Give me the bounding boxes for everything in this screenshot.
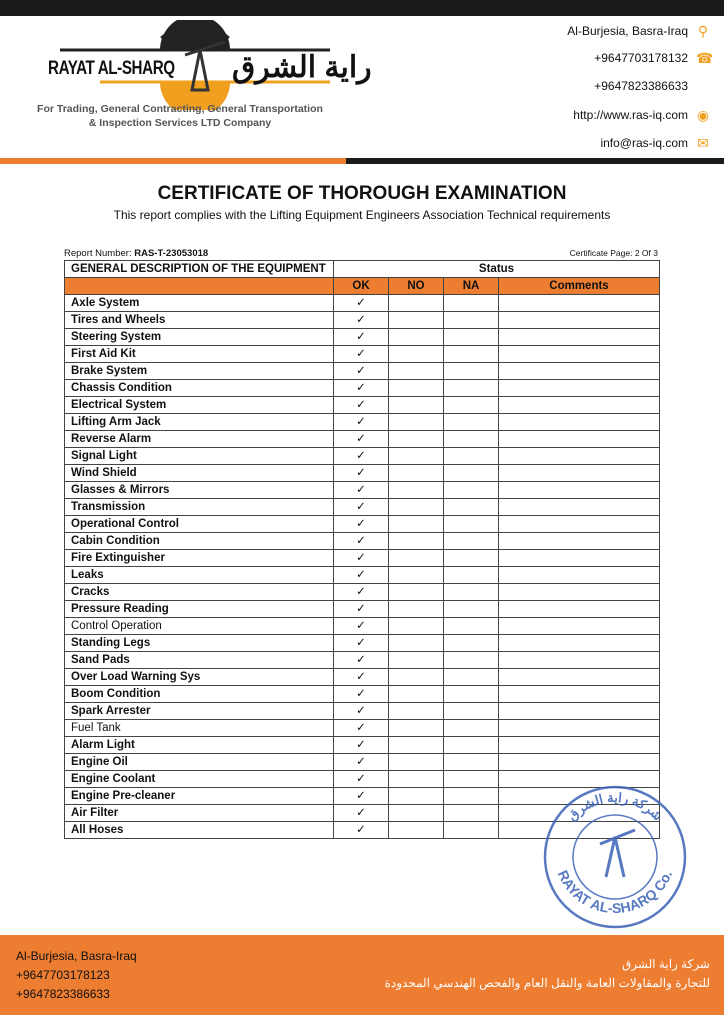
ok-cell: ✓ <box>334 499 389 516</box>
no-cell <box>389 788 444 805</box>
phone-icon: ☎ <box>696 50 714 66</box>
comments-cell <box>499 601 660 618</box>
na-cell <box>444 312 499 329</box>
item-name: Engine Coolant <box>65 771 334 788</box>
na-cell <box>444 465 499 482</box>
comments-cell <box>499 346 660 363</box>
item-name: Fuel Tank <box>65 720 334 737</box>
no-cell <box>389 618 444 635</box>
ok-cell: ✓ <box>334 312 389 329</box>
no-cell <box>389 329 444 346</box>
na-cell <box>444 380 499 397</box>
ok-cell: ✓ <box>334 754 389 771</box>
no-cell <box>389 414 444 431</box>
inspection-table <box>64 260 660 839</box>
na-cell <box>444 618 499 635</box>
na-cell <box>444 822 499 839</box>
comments-cell <box>499 431 660 448</box>
na-cell <box>444 669 499 686</box>
no-cell <box>389 448 444 465</box>
spacer <box>696 79 710 93</box>
ok-cell: ✓ <box>334 448 389 465</box>
table-row <box>65 516 660 533</box>
no-cell <box>389 295 444 312</box>
no-cell <box>389 346 444 363</box>
table-row <box>65 686 660 703</box>
item-name: Spark Arrester <box>65 703 334 720</box>
ok-cell: ✓ <box>334 397 389 414</box>
header-address <box>410 24 710 38</box>
na-cell <box>444 533 499 550</box>
report-number <box>64 248 208 259</box>
na-cell <box>444 805 499 822</box>
item-name: Lifting Arm Jack <box>65 414 334 431</box>
comments-cell <box>499 737 660 754</box>
na-cell <box>444 652 499 669</box>
ok-cell: ✓ <box>334 431 389 448</box>
header-email <box>410 136 710 150</box>
no-cell <box>389 465 444 482</box>
footer-arabic-desc: للتجارة والمقاولات العامة والنقل العام والفحص الهندسي المحدودة <box>384 976 710 990</box>
ok-cell: ✓ <box>334 822 389 839</box>
footer-address: Al-Burjesia, Basra-Iraq <box>16 949 137 963</box>
na-cell <box>444 550 499 567</box>
table-row <box>65 567 660 584</box>
comments-cell <box>499 652 660 669</box>
globe-icon: ◉ <box>696 107 710 123</box>
item-name: Signal Light <box>65 448 334 465</box>
item-name: Fire Extinguisher <box>65 550 334 567</box>
na-cell <box>444 499 499 516</box>
company-stamp <box>540 782 690 932</box>
ok-cell: ✓ <box>334 516 389 533</box>
ok-cell: ✓ <box>334 329 389 346</box>
table-row <box>65 703 660 720</box>
no-cell <box>389 822 444 839</box>
stamp-text-ar: شركة راية الشرق <box>564 789 666 824</box>
item-name: Engine Pre-cleaner <box>65 788 334 805</box>
na-cell <box>444 567 499 584</box>
no-cell <box>389 312 444 329</box>
table-row <box>65 448 660 465</box>
item-name: Wind Shield <box>65 465 334 482</box>
no-cell <box>389 686 444 703</box>
table-row <box>65 601 660 618</box>
tagline-line-1: For Trading, General Contracting, General Transportation <box>37 103 323 115</box>
na-cell <box>444 584 499 601</box>
na-cell <box>444 703 499 720</box>
item-name: Steering System <box>65 329 334 346</box>
ok-cell: ✓ <box>334 737 389 754</box>
comments-cell <box>499 584 660 601</box>
divider-orange <box>0 158 346 164</box>
na-cell <box>444 516 499 533</box>
no-cell <box>389 482 444 499</box>
no-cell <box>389 567 444 584</box>
table-row <box>65 431 660 448</box>
comments-cell <box>499 703 660 720</box>
item-name: Electrical System <box>65 397 334 414</box>
ok-cell: ✓ <box>334 720 389 737</box>
equipment-header: GENERAL DESCRIPTION OF THE EQUIPMENT <box>65 261 334 278</box>
na-cell <box>444 482 499 499</box>
table-row <box>65 499 660 516</box>
na-cell <box>444 329 499 346</box>
item-name: Pressure Reading <box>65 601 334 618</box>
ok-cell: ✓ <box>334 465 389 482</box>
header-phone-2 <box>410 79 710 93</box>
comments-cell <box>499 380 660 397</box>
no-cell <box>389 363 444 380</box>
ok-cell: ✓ <box>334 380 389 397</box>
no-cell <box>389 754 444 771</box>
no-cell <box>389 703 444 720</box>
no-cell <box>389 720 444 737</box>
item-name: First Aid Kit <box>65 346 334 363</box>
blank-cell <box>65 278 334 295</box>
na-cell <box>444 448 499 465</box>
item-name: Standing Legs <box>65 635 334 652</box>
phone-text: +9647703178132 <box>594 51 688 65</box>
location-pin-icon: ⚲ <box>697 23 709 39</box>
footer <box>0 935 724 1015</box>
item-name: Chassis Condition <box>65 380 334 397</box>
na-cell <box>444 737 499 754</box>
item-name: Sand Pads <box>65 652 334 669</box>
comments-cell <box>499 499 660 516</box>
comments-cell <box>499 754 660 771</box>
col-na: NA <box>444 278 499 295</box>
na-cell <box>444 771 499 788</box>
table-row <box>65 295 660 312</box>
logo-text-en: RAYAT AL-SHARQ <box>48 58 175 79</box>
table-row <box>65 380 660 397</box>
ok-cell: ✓ <box>334 703 389 720</box>
na-cell <box>444 686 499 703</box>
no-cell <box>389 499 444 516</box>
no-cell <box>389 771 444 788</box>
na-cell <box>444 346 499 363</box>
table-row <box>65 533 660 550</box>
no-cell <box>389 431 444 448</box>
col-ok: OK <box>334 278 389 295</box>
col-comments: Comments <box>499 278 660 295</box>
item-name: Axle System <box>65 295 334 312</box>
no-cell <box>389 584 444 601</box>
item-name: Tires and Wheels <box>65 312 334 329</box>
table-row <box>65 618 660 635</box>
table-row <box>65 720 660 737</box>
website-link[interactable]: http://www.ras-iq.com <box>573 108 688 122</box>
header-phone-1 <box>410 50 714 66</box>
ok-cell: ✓ <box>334 482 389 499</box>
certificate-page: Certificate Page: 2 Of 3 <box>569 248 658 258</box>
no-cell <box>389 380 444 397</box>
item-name: Engine Oil <box>65 754 334 771</box>
item-name: Alarm Light <box>65 737 334 754</box>
comments-cell <box>499 295 660 312</box>
ok-cell: ✓ <box>334 567 389 584</box>
item-name: Leaks <box>65 567 334 584</box>
item-name: Glasses & Mirrors <box>65 482 334 499</box>
comments-cell <box>499 635 660 652</box>
na-cell <box>444 754 499 771</box>
na-cell <box>444 397 499 414</box>
item-name: Transmission <box>65 499 334 516</box>
footer-arabic-name: شركة راية الشرق <box>621 957 710 971</box>
no-cell <box>389 516 444 533</box>
no-cell <box>389 652 444 669</box>
item-name: All Hoses <box>65 822 334 839</box>
document-title: CERTIFICATE OF THOROUGH EXAMINATION <box>157 183 567 204</box>
ok-cell: ✓ <box>334 686 389 703</box>
comments-cell <box>499 516 660 533</box>
no-cell <box>389 805 444 822</box>
comments-cell <box>499 329 660 346</box>
no-cell <box>389 635 444 652</box>
col-no: NO <box>389 278 444 295</box>
svg-text:شركة راية الشرق <box>564 790 665 824</box>
ok-cell: ✓ <box>334 346 389 363</box>
ok-cell: ✓ <box>334 363 389 380</box>
na-cell <box>444 414 499 431</box>
table-row <box>65 482 660 499</box>
tagline-line-2: & Inspection Services LTD Company <box>88 117 272 129</box>
footer-phone-1: +9647703178123 <box>16 968 110 982</box>
comments-cell <box>499 465 660 482</box>
item-name: Boom Condition <box>65 686 334 703</box>
divider-dark <box>346 158 724 164</box>
table-row <box>65 550 660 567</box>
comments-cell <box>499 720 660 737</box>
svg-text:RAYAT AL-SHARQ Co. <box>555 868 675 917</box>
ok-cell: ✓ <box>334 550 389 567</box>
comments-cell <box>499 550 660 567</box>
ok-cell: ✓ <box>334 295 389 312</box>
table-row <box>65 652 660 669</box>
ok-cell: ✓ <box>334 601 389 618</box>
item-name: Over Load Warning Sys <box>65 669 334 686</box>
no-cell <box>389 737 444 754</box>
report-number-label: Report Number: <box>64 248 135 259</box>
email-link[interactable]: info@ras-iq.com <box>600 136 688 150</box>
na-cell <box>444 431 499 448</box>
na-cell <box>444 295 499 312</box>
comments-cell <box>499 397 660 414</box>
no-cell <box>389 601 444 618</box>
table-row <box>65 397 660 414</box>
ok-cell: ✓ <box>334 652 389 669</box>
comments-cell <box>499 533 660 550</box>
item-name: Reverse Alarm <box>65 431 334 448</box>
table-row <box>65 737 660 754</box>
na-cell <box>444 363 499 380</box>
ok-cell: ✓ <box>334 533 389 550</box>
phone-text: +9647823386633 <box>594 79 688 93</box>
comments-cell <box>499 669 660 686</box>
table-row <box>65 312 660 329</box>
table-row <box>65 584 660 601</box>
comments-cell <box>499 567 660 584</box>
item-name: Cracks <box>65 584 334 601</box>
status-header: Status <box>334 261 660 278</box>
comments-cell <box>499 312 660 329</box>
table-row <box>65 414 660 431</box>
comments-cell <box>499 482 660 499</box>
ok-cell: ✓ <box>334 771 389 788</box>
comments-cell <box>499 618 660 635</box>
ok-cell: ✓ <box>334 584 389 601</box>
item-name: Air Filter <box>65 805 334 822</box>
na-cell <box>444 788 499 805</box>
no-cell <box>389 533 444 550</box>
ok-cell: ✓ <box>334 414 389 431</box>
footer-phone-2: +9647823386633 <box>16 987 110 1001</box>
na-cell <box>444 601 499 618</box>
stamp-text-en: RAYAT AL-SHARQ Co. <box>554 867 676 917</box>
report-number-value: RAS-T-23053018 <box>134 248 209 259</box>
ok-cell: ✓ <box>334 805 389 822</box>
table-row <box>65 754 660 771</box>
table-row <box>65 346 660 363</box>
table-row <box>65 465 660 482</box>
no-cell <box>389 550 444 567</box>
item-name: Brake System <box>65 363 334 380</box>
ok-cell: ✓ <box>334 635 389 652</box>
ok-cell: ✓ <box>334 788 389 805</box>
ok-cell: ✓ <box>334 618 389 635</box>
no-cell <box>389 397 444 414</box>
tagline <box>20 102 340 130</box>
table-row <box>65 669 660 686</box>
item-name: Control Operation <box>65 618 334 635</box>
comments-cell <box>499 414 660 431</box>
item-name: Cabin Condition <box>65 533 334 550</box>
comments-cell <box>499 448 660 465</box>
table-row <box>65 329 660 346</box>
top-bar <box>0 0 724 16</box>
ok-cell: ✓ <box>334 669 389 686</box>
table-row <box>65 363 660 380</box>
comments-cell <box>499 363 660 380</box>
na-cell <box>444 635 499 652</box>
envelope-icon: ✉ <box>697 135 709 151</box>
na-cell <box>444 720 499 737</box>
document-subtitle: This report complies with the Lifting Equipment Engineers Association Technical requirements <box>113 208 611 222</box>
comments-cell <box>499 686 660 703</box>
item-name: Operational Control <box>65 516 334 533</box>
header-website <box>410 108 710 122</box>
table-row <box>65 635 660 652</box>
address-text: Al-Burjesia, Basra-Iraq <box>567 24 688 38</box>
no-cell <box>389 669 444 686</box>
logo-text-ar: راية الشرق <box>232 51 372 84</box>
